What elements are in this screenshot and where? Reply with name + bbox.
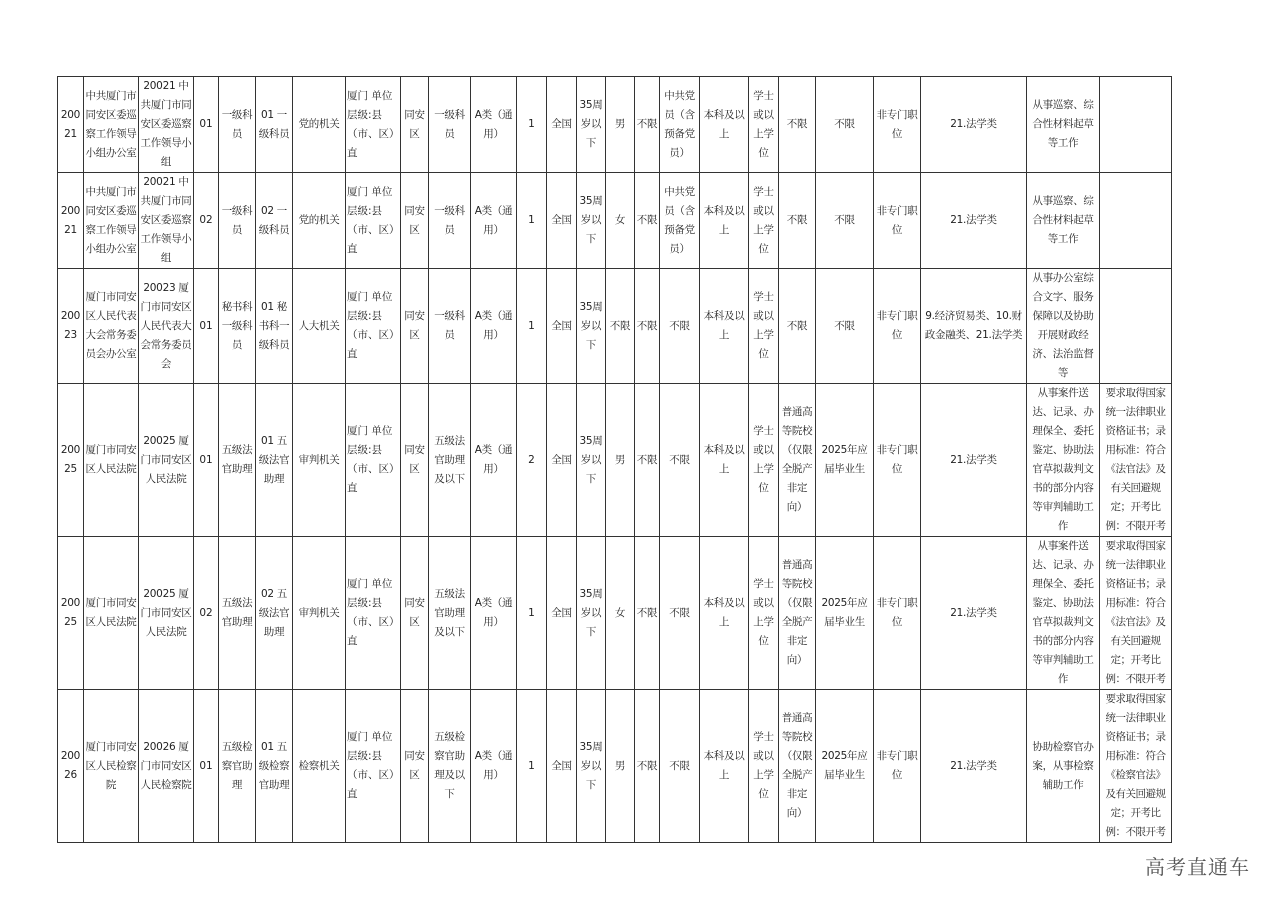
cell-ethnicity: 不限 (635, 537, 660, 690)
cell-gender: 女 (606, 173, 635, 269)
cell-age: 35周岁以下 (577, 384, 606, 537)
cell-scope: 全国 (547, 173, 577, 269)
cell-code: 20026 (58, 690, 84, 843)
cell-unit-position: 20025 厦门市同安区人民法院 (139, 537, 194, 690)
cell-code: 20021 (58, 77, 84, 173)
cell-age: 35周岁以下 (577, 77, 606, 173)
cell-unit-position: 20021 中共厦门市同安区委巡察工作领导小组 (139, 77, 194, 173)
cell-special: 非专门职位 (874, 173, 921, 269)
cell-duties: 从事巡察、综合性材料起草等工作 (1027, 173, 1100, 269)
cell-exam-type: A类（通用） (471, 384, 517, 537)
cell-org-type: 人大机关 (293, 269, 346, 384)
cell-degree: 学士或以上学位 (749, 173, 779, 269)
cell-district: 同安区 (401, 77, 429, 173)
cell-count: 1 (517, 173, 547, 269)
cell-education: 本科及以上 (700, 173, 749, 269)
cell-district: 同安区 (401, 537, 429, 690)
cell-experience: 不限 (816, 77, 874, 173)
cell-level: 厦门 单位层级:县（市、区）直 (346, 269, 401, 384)
cell-level: 厦门 单位层级:县（市、区）直 (346, 690, 401, 843)
cell-degree: 学士或以上学位 (749, 690, 779, 843)
cell-district: 同安区 (401, 269, 429, 384)
cell-grade: 一级科员 (429, 173, 471, 269)
cell-district: 同安区 (401, 384, 429, 537)
table-row (58, 173, 1172, 269)
cell-special: 非专门职位 (874, 537, 921, 690)
cell-unit: 厦门市同安区人民检察院 (84, 690, 139, 843)
cell-experience: 不限 (816, 269, 874, 384)
table-row (58, 269, 1172, 384)
cell-post: 01 秘书科一级科员 (256, 269, 293, 384)
cell-age: 35周岁以下 (577, 537, 606, 690)
cell-code: 20025 (58, 537, 84, 690)
job-listing-table (57, 76, 1172, 843)
cell-education: 本科及以上 (700, 77, 749, 173)
cell-count: 1 (517, 690, 547, 843)
cell-unit-position: 20021 中共厦门市同安区委巡察工作领导小组 (139, 173, 194, 269)
cell-degree: 学士或以上学位 (749, 384, 779, 537)
cell-seq: 01 (194, 690, 219, 843)
cell-major: 21.法学类 (921, 537, 1027, 690)
cell-org-type: 党的机关 (293, 77, 346, 173)
cell-politics: 中共党员（含预备党员） (660, 173, 700, 269)
cell-notes: 要求取得国家统一法律职业资格证书；录用标准：符合《法官法》及有关回避规定；开考比例：不限开考 (1100, 537, 1172, 690)
cell-org-type: 党的机关 (293, 173, 346, 269)
cell-level: 厦门 单位层级:县（市、区）直 (346, 77, 401, 173)
cell-degree: 学士或以上学位 (749, 537, 779, 690)
cell-gender: 男 (606, 384, 635, 537)
cell-district: 同安区 (401, 173, 429, 269)
cell-code: 20021 (58, 173, 84, 269)
cell-seq: 01 (194, 384, 219, 537)
cell-politics: 不限 (660, 537, 700, 690)
cell-gender: 男 (606, 77, 635, 173)
cell-rank: 五级法官助理 (219, 537, 256, 690)
cell-source: 不限 (779, 269, 816, 384)
cell-ethnicity: 不限 (635, 77, 660, 173)
cell-duties: 从事巡察、综合性材料起草等工作 (1027, 77, 1100, 173)
cell-gender: 不限 (606, 269, 635, 384)
cell-code: 20025 (58, 384, 84, 537)
cell-special: 非专门职位 (874, 690, 921, 843)
cell-rank: 秘书科一级科员 (219, 269, 256, 384)
cell-unit-position: 20026 厦门市同安区人民检察院 (139, 690, 194, 843)
cell-unit: 中共厦门市同安区委巡察工作领导小组办公室 (84, 77, 139, 173)
cell-unit: 厦门市同安区人民代表大会常务委员会办公室 (84, 269, 139, 384)
cell-education: 本科及以上 (700, 384, 749, 537)
cell-degree: 学士或以上学位 (749, 269, 779, 384)
cell-major: 21.法学类 (921, 690, 1027, 843)
cell-notes (1100, 173, 1172, 269)
cell-age: 35周岁以下 (577, 269, 606, 384)
cell-scope: 全国 (547, 384, 577, 537)
cell-duties: 协助检察官办案，从事检察辅助工作 (1027, 690, 1100, 843)
cell-notes: 要求取得国家统一法律职业资格证书；录用标准：符合《检察官法》及有关回避规定；开考比例：不限开考 (1100, 690, 1172, 843)
cell-age: 35周岁以下 (577, 173, 606, 269)
cell-ethnicity: 不限 (635, 690, 660, 843)
cell-duties: 从事办公室综合文字、服务保障以及协助开展财政经济、法治监督等 (1027, 269, 1100, 384)
cell-scope: 全国 (547, 77, 577, 173)
cell-experience: 不限 (816, 173, 874, 269)
cell-unit-position: 20025 厦门市同安区人民法院 (139, 384, 194, 537)
watermark-text: 高考直通车 (1145, 855, 1250, 879)
cell-exam-type: A类（通用） (471, 537, 517, 690)
cell-ethnicity: 不限 (635, 269, 660, 384)
cell-count: 1 (517, 77, 547, 173)
table-row (58, 384, 1172, 537)
cell-count: 1 (517, 269, 547, 384)
cell-post: 01 五级检察官助理 (256, 690, 293, 843)
cell-district: 同安区 (401, 690, 429, 843)
cell-education: 本科及以上 (700, 537, 749, 690)
cell-education: 本科及以上 (700, 269, 749, 384)
cell-unit: 厦门市同安区人民法院 (84, 537, 139, 690)
cell-seq: 01 (194, 269, 219, 384)
cell-age: 35周岁以下 (577, 690, 606, 843)
cell-source: 普通高等院校（仅限全脱产非定向） (779, 690, 816, 843)
cell-major: 21.法学类 (921, 173, 1027, 269)
cell-gender: 女 (606, 537, 635, 690)
table-row (58, 690, 1172, 843)
cell-gender: 男 (606, 690, 635, 843)
cell-notes: 要求取得国家统一法律职业资格证书；录用标准：符合《法官法》及有关回避规定；开考比例：不限开考 (1100, 384, 1172, 537)
cell-major: 9.经济贸易类、10.财政金融类、21.法学类 (921, 269, 1027, 384)
cell-special: 非专门职位 (874, 269, 921, 384)
cell-code: 20023 (58, 269, 84, 384)
cell-rank: 五级法官助理 (219, 384, 256, 537)
cell-rank: 五级检察官助理 (219, 690, 256, 843)
cell-duties: 从事案件送达、记录、办理保全、委托鉴定、协助法官草拟裁判文书的部分内容等审判辅助工作 (1027, 384, 1100, 537)
cell-major: 21.法学类 (921, 77, 1027, 173)
cell-exam-type: A类（通用） (471, 690, 517, 843)
table-row (58, 537, 1172, 690)
cell-unit-position: 20023 厦门市同安区人民代表大会常务委员会 (139, 269, 194, 384)
cell-level: 厦门 单位层级:县（市、区）直 (346, 537, 401, 690)
cell-source: 普通高等院校（仅限全脱产非定向） (779, 537, 816, 690)
cell-experience: 2025年应届毕业生 (816, 690, 874, 843)
cell-post: 02 五级法官助理 (256, 537, 293, 690)
cell-politics: 不限 (660, 690, 700, 843)
cell-grade: 五级法官助理及以下 (429, 384, 471, 537)
cell-source: 普通高等院校（仅限全脱产非定向） (779, 384, 816, 537)
cell-scope: 全国 (547, 537, 577, 690)
cell-exam-type: A类（通用） (471, 77, 517, 173)
cell-politics: 不限 (660, 269, 700, 384)
cell-notes (1100, 269, 1172, 384)
cell-politics: 中共党员（含预备党员） (660, 77, 700, 173)
cell-post: 01 一级科员 (256, 77, 293, 173)
cell-major: 21.法学类 (921, 384, 1027, 537)
cell-ethnicity: 不限 (635, 173, 660, 269)
cell-unit: 厦门市同安区人民法院 (84, 384, 139, 537)
cell-special: 非专门职位 (874, 384, 921, 537)
cell-special: 非专门职位 (874, 77, 921, 173)
cell-grade: 一级科员 (429, 77, 471, 173)
cell-rank: 一级科员 (219, 77, 256, 173)
cell-source: 不限 (779, 77, 816, 173)
table-row (58, 77, 1172, 173)
cell-source: 不限 (779, 173, 816, 269)
cell-notes (1100, 77, 1172, 173)
cell-politics: 不限 (660, 384, 700, 537)
cell-grade: 一级科员 (429, 269, 471, 384)
cell-experience: 2025年应届毕业生 (816, 384, 874, 537)
cell-post: 02 一级科员 (256, 173, 293, 269)
cell-post: 01 五级法官助理 (256, 384, 293, 537)
cell-count: 2 (517, 384, 547, 537)
cell-duties: 从事案件送达、记录、办理保全、委托鉴定、协助法官草拟裁判文书的部分内容等审判辅助工作 (1027, 537, 1100, 690)
cell-degree: 学士或以上学位 (749, 77, 779, 173)
cell-grade: 五级检察官助理及以下 (429, 690, 471, 843)
cell-level: 厦门 单位层级:县（市、区）直 (346, 384, 401, 537)
cell-scope: 全国 (547, 269, 577, 384)
cell-unit: 中共厦门市同安区委巡察工作领导小组办公室 (84, 173, 139, 269)
cell-org-type: 审判机关 (293, 384, 346, 537)
cell-seq: 01 (194, 77, 219, 173)
cell-level: 厦门 单位层级:县（市、区）直 (346, 173, 401, 269)
cell-org-type: 审判机关 (293, 537, 346, 690)
cell-seq: 02 (194, 537, 219, 690)
cell-scope: 全国 (547, 690, 577, 843)
cell-count: 1 (517, 537, 547, 690)
cell-exam-type: A类（通用） (471, 269, 517, 384)
cell-seq: 02 (194, 173, 219, 269)
cell-education: 本科及以上 (700, 690, 749, 843)
cell-ethnicity: 不限 (635, 384, 660, 537)
cell-experience: 2025年应届毕业生 (816, 537, 874, 690)
cell-exam-type: A类（通用） (471, 173, 517, 269)
cell-rank: 一级科员 (219, 173, 256, 269)
cell-org-type: 检察机关 (293, 690, 346, 843)
cell-grade: 五级法官助理及以下 (429, 537, 471, 690)
